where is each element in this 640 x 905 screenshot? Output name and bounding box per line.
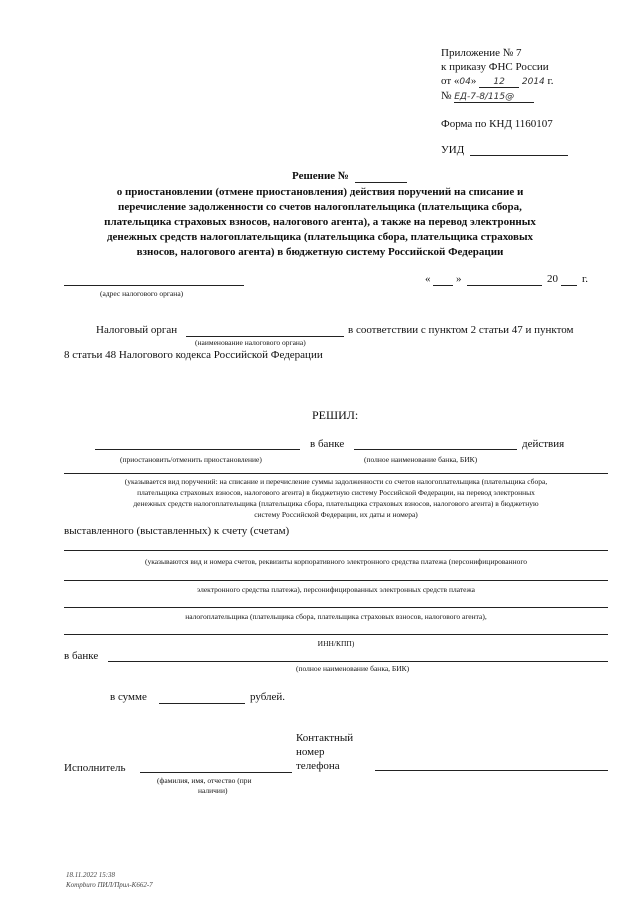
orders-note-1: (указывается вид поручений: на списание и перечисление суммы задолженности со счетов налогоплательщика (плательщика сбора, <box>124 477 548 486</box>
accounts-note-3: налогоплательщика (плательщика сбора, плательщика страховых взносов, налогового агента), <box>185 612 487 621</box>
appendix-title: Приложение № 7 <box>441 47 522 59</box>
accounts-note-4: ИНН/КПП) <box>317 639 355 648</box>
issued-to: выставленного (выставленных) к счету (счетам) <box>64 525 290 537</box>
tax-address-line <box>64 285 244 286</box>
actions-label: действия <box>522 438 565 450</box>
title-line-2: перечисление задолженности со счетов налогоплательщика (плательщика сбора, <box>118 201 522 213</box>
decision-number-line <box>355 182 407 183</box>
accounts-line-4 <box>64 634 608 635</box>
title-line-4: денежных средств налогоплательщика (плательщика сбора, плательщика страховых <box>106 231 534 243</box>
orders-note-2: плательщика страховых взносов, налогового агента) в бюджетную систему Российской Федерации, на перевод электронных <box>137 488 535 497</box>
footer-file: Kompburo ПИЛ/Прил-К662-7 <box>66 881 153 889</box>
in-bank-label: в банке <box>310 438 345 450</box>
bank-caption: (полное наименование банка, БИК) <box>364 455 478 464</box>
date-close: » <box>456 273 462 285</box>
title-line-5: взносов, налогового агента) в бюджетную систему Российской Федерации <box>136 246 504 258</box>
sum-prefix: в сумме <box>110 691 147 703</box>
accounts-note-2: электронного средства платежа), персонифицированных электронных средств платежа <box>197 585 475 594</box>
title-line-3: плательщика страховых взносов, налогового агента), а также на перевод электронных <box>104 216 536 228</box>
orders-note-3: денежных средств налогоплательщика (плательщика сбора, плательщика страховых взносов, налогового агента) в бюджетную <box>133 499 539 508</box>
bank2-label: в банке <box>64 650 99 662</box>
accounts-line-1 <box>64 550 608 551</box>
sum-suffix: рублей. <box>250 691 286 703</box>
date-suffix: г. <box>547 75 554 87</box>
year-suffix: г. <box>582 273 589 285</box>
date-prefix: от « <box>441 75 460 87</box>
handwritten-day: 04 <box>459 77 471 87</box>
uid-label: УИД <box>441 144 465 156</box>
number-prefix: № <box>441 90 452 102</box>
form-knd: Форма по КНД 1160107 <box>441 118 553 130</box>
accounts-note-1: (указываются вид и номера счетов, реквизиты корпоративного электронного средства платежа (персонифицированного <box>144 557 528 566</box>
executor-label: Исполнитель <box>64 762 126 774</box>
footer-timestamp: 18.11.2022 15:38 <box>66 871 116 879</box>
bank-name-line <box>354 449 517 450</box>
contact-line-2: номер <box>296 746 325 758</box>
title-line-1: о приостановлении (отмене приостановления) действия поручений на списание и <box>116 186 524 198</box>
handwritten-month: 12 <box>479 77 519 88</box>
bank2-line <box>108 661 608 662</box>
date-open: « <box>425 273 431 285</box>
uid-line <box>470 155 568 156</box>
contact-line-1: Контактный <box>296 732 354 744</box>
year-prefix: 20 <box>547 273 558 285</box>
accounts-line-3 <box>64 607 608 608</box>
date-year-line <box>561 285 577 286</box>
authority-line2: 8 статьи 48 Налогового кодекса Российской Федерации <box>64 349 323 361</box>
executor-caption-1: (фамилия, имя, отчество (при <box>157 776 252 785</box>
date-month-line <box>467 285 542 286</box>
phone-line <box>375 770 608 771</box>
suspend-line <box>95 449 300 450</box>
decision-title: Решение № <box>292 170 349 182</box>
accounts-line-2 <box>64 580 608 581</box>
orders-line <box>64 473 608 474</box>
appendix-date <box>441 75 554 88</box>
sum-line <box>159 703 245 704</box>
resolved-heading: РЕШИЛ: <box>312 408 359 422</box>
suspend-caption: (приостановить/отменить приостановление) <box>120 455 262 464</box>
authority-label: Налоговый орган <box>96 324 178 336</box>
authority-caption: (наименование налогового органа) <box>195 338 306 347</box>
appendix-order: к приказу ФНС России <box>441 61 549 73</box>
handwritten-number: ЕД-7-8/115@ <box>454 92 534 103</box>
bank2-caption: (полное наименование банка, БИК) <box>296 664 410 673</box>
date-mid: » <box>470 75 477 87</box>
executor-line <box>140 772 292 773</box>
date-day-line <box>433 285 453 286</box>
tax-address-caption: (адрес налогового органа) <box>100 289 184 298</box>
authority-line <box>186 336 344 337</box>
executor-caption-2: наличии) <box>198 786 228 795</box>
orders-note-4: систему Российской Федерации, их даты и номера) <box>254 510 418 519</box>
authority-text-after: в соответствии с пунктом 2 статьи 47 и пунктом <box>348 324 574 336</box>
contact-line-3: телефона <box>296 760 340 772</box>
appendix-number <box>441 90 534 103</box>
handwritten-year: 2014 <box>521 77 545 87</box>
